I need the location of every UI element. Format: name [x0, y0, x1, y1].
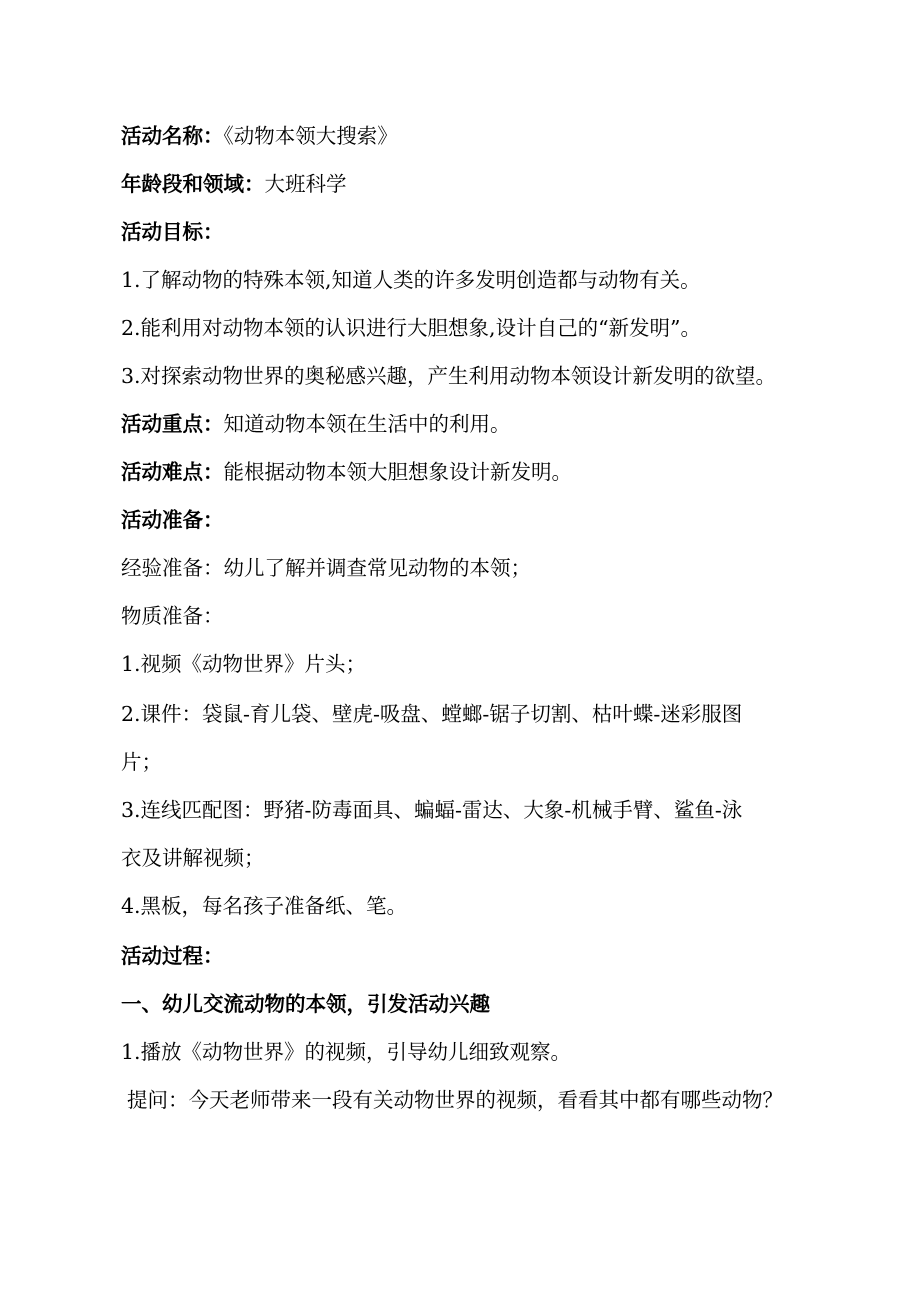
material-item-2-continued: 片；	[121, 750, 162, 774]
goal-item-3: 3.对探索动物世界的奥秘感兴趣，产生利用动物本领设计新发明的欲望。	[121, 364, 777, 388]
material-item-2: 2.课件：袋鼠-育儿袋、壁虎-吸盘、螳螂-锯子切割、枯叶蝶-迷彩服图	[121, 702, 743, 726]
difficulty-line	[121, 458, 821, 486]
question-line: 提问：今天老师带来一段有关动物世界的视频，看看其中都有哪些动物？	[127, 1088, 783, 1112]
goal-item-2: 2.能利用对动物本领的认识进行大胆想象,设计自己的“新发明”。	[121, 316, 702, 340]
activity-name-label: 活动名称：	[121, 124, 224, 148]
material-item-3-continued: 衣及讲解视频；	[121, 846, 265, 870]
activity-name-line	[121, 122, 821, 150]
difficulty-value: 能根据动物本领大胆想象设计新发明。	[223, 460, 572, 484]
material-item-1: 1.视频《动物世界》片头；	[121, 652, 367, 676]
material-item-4: 4.黑板，每名孩子准备纸、笔。	[121, 894, 408, 918]
key-point-line	[121, 410, 821, 438]
difficulty-label: 活动难点：	[121, 460, 224, 484]
goals-heading: 活动目标：	[121, 220, 224, 244]
age-domain-value: 大班科学	[264, 172, 347, 196]
process-heading: 活动过程：	[121, 944, 224, 968]
age-domain-label: 年龄段和领域：	[121, 172, 265, 196]
age-domain-line	[121, 170, 821, 198]
key-point-label: 活动重点：	[121, 412, 224, 436]
material-preparation-label: 物质准备：	[121, 604, 224, 628]
preparation-heading: 活动准备：	[121, 508, 224, 532]
material-item-3: 3.连线匹配图：野猪-防毒面具、蝙蝠-雷达、大象-机械手臂、鲨鱼-泳	[121, 798, 743, 822]
experience-preparation: 经验准备：幼儿了解并调查常见动物的本领；	[121, 556, 531, 580]
goal-item-1: 1.了解动物的特殊本领,知道人类的许多发明创造都与动物有关。	[121, 268, 701, 292]
key-point-value: 知道动物本领在生活中的利用。	[223, 412, 511, 436]
step-1: 1.播放《动物世界》的视频，引导幼儿细致观察。	[121, 1040, 572, 1064]
activity-name-value: 《动物本领大搜索》	[223, 124, 398, 148]
section-1-heading: 一、幼儿交流动物的本领，引发活动兴趣	[121, 992, 490, 1016]
